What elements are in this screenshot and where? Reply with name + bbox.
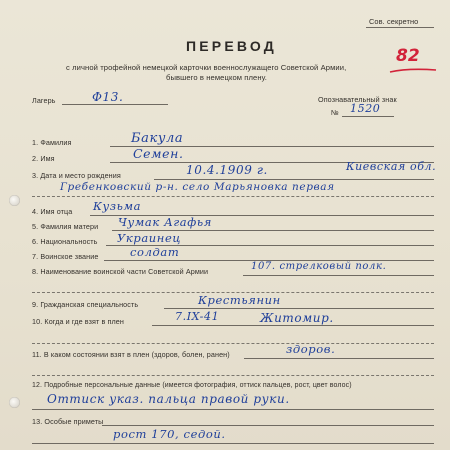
field-4-label: 4. Имя отца — [32, 207, 73, 216]
field-5-label: 5. Фамилия матери — [32, 222, 99, 231]
field-1-value: Бакула — [131, 131, 184, 146]
field-2-value: Семен. — [133, 146, 184, 161]
field-2-label: 2. Имя — [32, 154, 55, 163]
field-3-continuation-line — [32, 196, 434, 197]
field-8-value: 107. стрелковый полк. — [251, 261, 387, 272]
tag-value: 1520 — [350, 102, 381, 115]
blank-line-after-10 — [32, 343, 434, 344]
field-3-label: 3. Дата и место рождения — [32, 171, 121, 180]
field-10-value-2: Житомир. — [260, 311, 334, 325]
camp-value: Ф13. — [92, 90, 124, 104]
page-title: ПЕРЕВОД — [186, 38, 277, 54]
field-11-value: здоров. — [286, 342, 336, 356]
field-13-value: рост 170, седой. — [113, 427, 226, 441]
field-5-value: Чумак Агафья — [118, 215, 212, 229]
secret-label: Сов. секретно — [369, 17, 419, 26]
punch-hole-top — [9, 195, 20, 206]
subtitle-line-1: с личной трофейной немецкой карточки военнослужащего Советской Армии, — [66, 63, 347, 72]
field-13-label: 13. Особые приметы — [32, 417, 104, 426]
tag-line — [342, 116, 394, 117]
field-6-value: Украинец — [117, 231, 182, 245]
tag-no-label: № — [331, 108, 339, 117]
field-13-line — [102, 425, 434, 426]
field-3-value-3: Гребенковский р-н. село Марьяновка первая — [60, 181, 335, 193]
field-12-value: Оттиск указ. пальца правой руки. — [47, 392, 290, 406]
red-record-number: 82 — [396, 46, 420, 66]
field-11-line — [244, 358, 434, 359]
field-10-value: 7.IX-41 — [175, 310, 220, 323]
field-3-value: 10.4.1909 г. — [186, 163, 268, 177]
field-8-label: 8. Наименование воинской части Советской Армии — [32, 267, 209, 276]
punch-hole-bottom — [9, 397, 20, 408]
field-9-label: 9. Гражданская специальность — [32, 300, 139, 309]
field-10-line — [152, 325, 434, 326]
field-7-label: 7. Воинское звание — [32, 252, 99, 261]
red-number-underline — [388, 64, 440, 76]
field-4-value: Кузьма — [93, 199, 142, 213]
field-3-value-2: Киевская обл. — [346, 160, 437, 173]
field-3-line — [154, 179, 434, 180]
secret-underline — [366, 27, 434, 28]
field-12-label: 12. Подробные персональные данные (имеется фотография, оттиск пальцев, рост, цвет волос) — [32, 382, 352, 389]
field-1-label: 1. Фамилия — [32, 138, 72, 147]
field-9-value: Крестьянин — [198, 293, 281, 307]
field-8-line — [243, 275, 434, 276]
camp-label: Лагерь — [32, 96, 56, 105]
field-10-label: 10. Когда и где взят в плен — [32, 317, 124, 326]
blank-line-after-11 — [32, 375, 434, 376]
tag-label: Опознавательный знак — [318, 95, 397, 104]
field-6-label: 6. Национальность — [32, 237, 98, 246]
field-7-value: солдат — [130, 245, 180, 259]
camp-line — [62, 104, 168, 105]
field-13-line-2 — [32, 443, 434, 444]
field-12-line — [32, 409, 434, 410]
field-9-line — [164, 308, 434, 309]
subtitle-line-2: бывшего в немецком плену. — [166, 73, 268, 82]
field-11-label: 11. В каком состоянии взят в плен (здоров, болен, ранен) — [32, 350, 230, 359]
